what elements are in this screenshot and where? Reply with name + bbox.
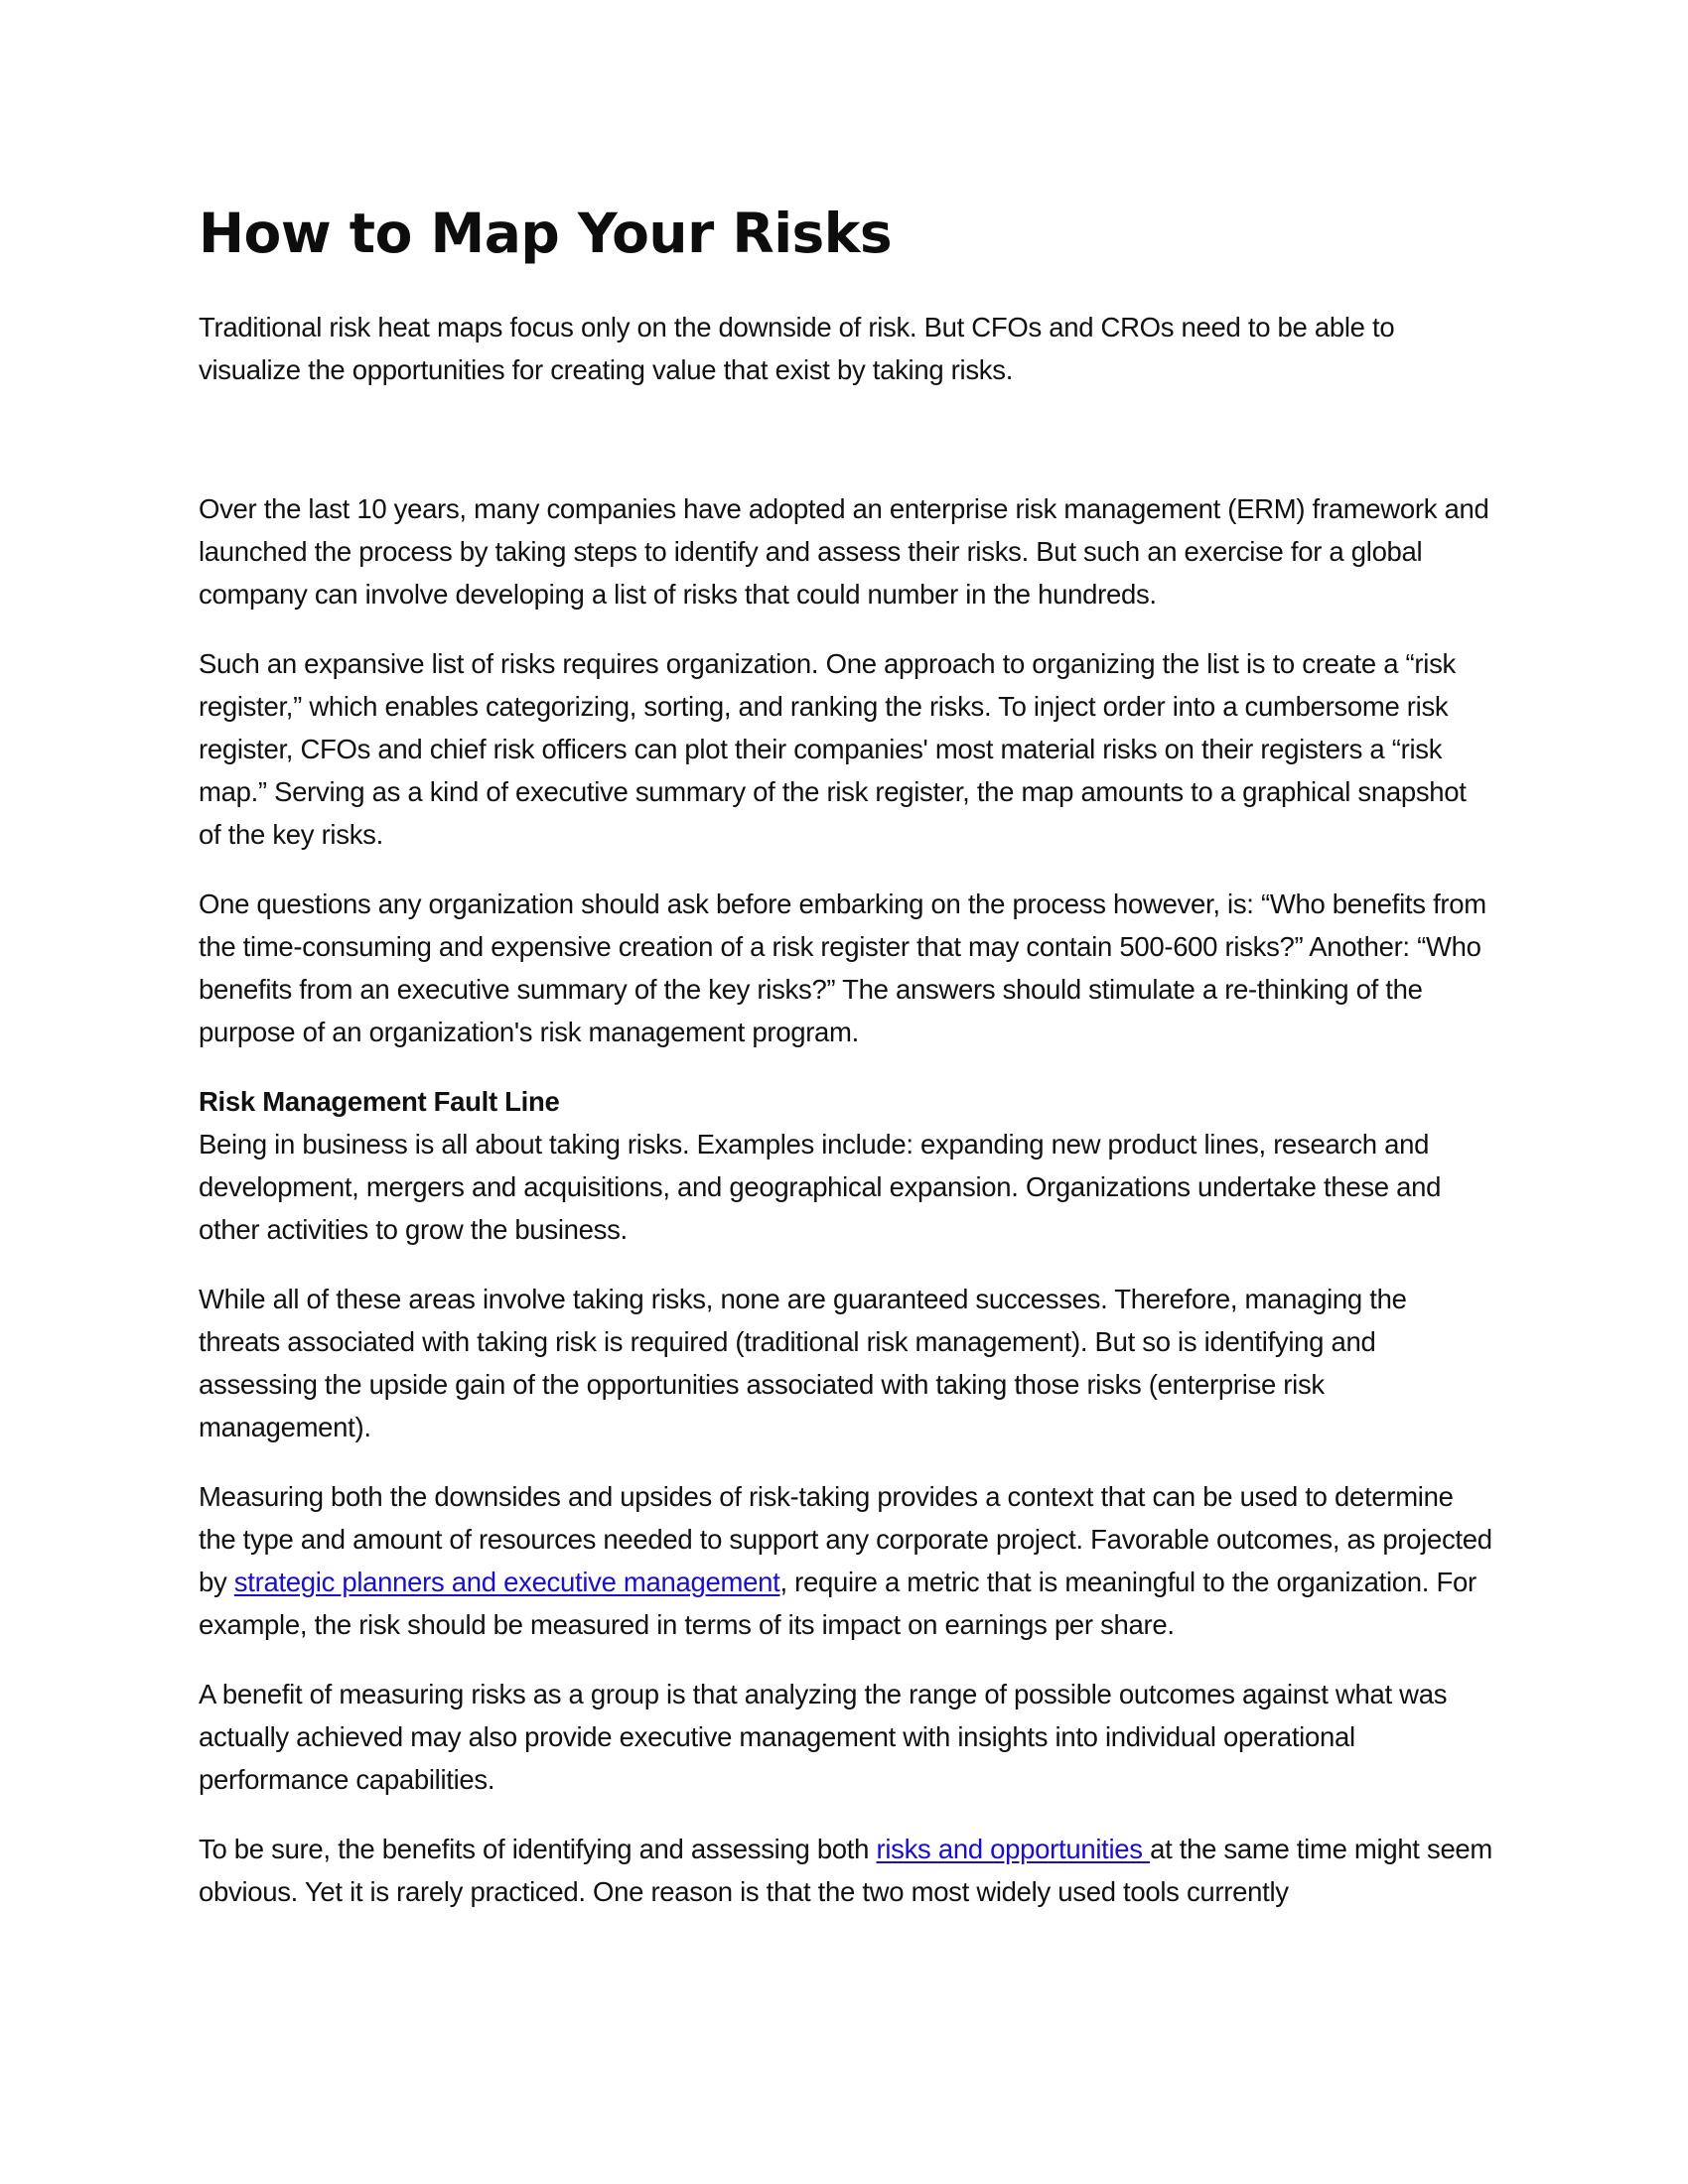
paragraph-8-text-start: To be sure, the benefits of identifying and assessing both (199, 1834, 877, 1864)
paragraph-2: Such an expansive list of risks requires organization. One approach to organizing the list is to create a “risk register,” which enables categorizing, sorting, and ranking the risks. To inject order into a cumbersome risk register, CFOs and chief risk officers can plot their companies' most material risks on their registers a “risk map.” Serving as a kind of executive summary of the risk register, the map amounts to a graphical snapshot of the key risks. (199, 648, 1467, 850)
paragraph-5: While all of these areas involve taking risks, none are guaranteed successes. Therefore, managing the threats associated with taking risk is required (traditional risk management). But so is identifying and assessing the upside gain of the opportunities associated with taking those risks (enterprise risk management). (199, 1284, 1407, 1442)
paragraph-6-text-end: , require a metric that is meaningful to the organization. For example, the risk should be measured in terms of its impact on earnings per share. (199, 1567, 1477, 1640)
strategic-planners-link[interactable]: strategic planners and executive management (233, 1567, 780, 1597)
paragraph-6-text-start: Measuring both the downsides and upsides of risk-taking provides a context that can be used to determine the type and amount of resources needed to support any corporate project. Favorable outcomes, as projected by (199, 1481, 1492, 1597)
paragraph-8-text-end: at the same time might seem obvious. Yet it is rarely practiced. One reason is that the two most widely used tools currently (199, 1834, 1493, 1907)
risks-and-opportunities-link[interactable]: risks and opportunities (876, 1834, 1151, 1864)
paragraph-8 (199, 1828, 1494, 1913)
paragraph-4: Being in business is all about taking risks. Examples include: expanding new product lines, research and development, mergers and acquisitions, and geographical expansion. Organizations undertake these and other activities to grow the business. (199, 1129, 1442, 1245)
document-page (199, 199, 1494, 1913)
paragraph-7: A benefit of measuring risks as a group is that analyzing the range of possible outcomes against what was actually achieved may also provide executive management with insights into individual operational performance capabilities. (199, 1679, 1448, 1795)
paragraph-6 (199, 1475, 1494, 1646)
page-title: How to Map Your Risks (199, 202, 893, 265)
paragraph-1: Over the last 10 years, many companies have adopted an enterprise risk management (ERM) framework and launched the process by taking steps to identify and assess their risks. But such an exercise for a global company can involve developing a list of risks that could number in the hundreds. (199, 493, 1489, 610)
intro-paragraph: Traditional risk heat maps focus only on the downside of risk. But CFOs and CROs need to be able to visualize the opportunities for creating value that exist by taking risks. (199, 312, 1395, 385)
paragraph-3: One questions any organization should ask before embarking on the process however, is: “Who benefits from the time-consuming and expensive creation of a risk register that may contain 500-600 risks?” Another: “Who benefits from an executive summary of the key risks?” The answers should stimulate a re-thinking of the purpose of an organization's risk management program. (199, 888, 1486, 1047)
section-heading: Risk Management Fault Line (199, 1086, 560, 1117)
